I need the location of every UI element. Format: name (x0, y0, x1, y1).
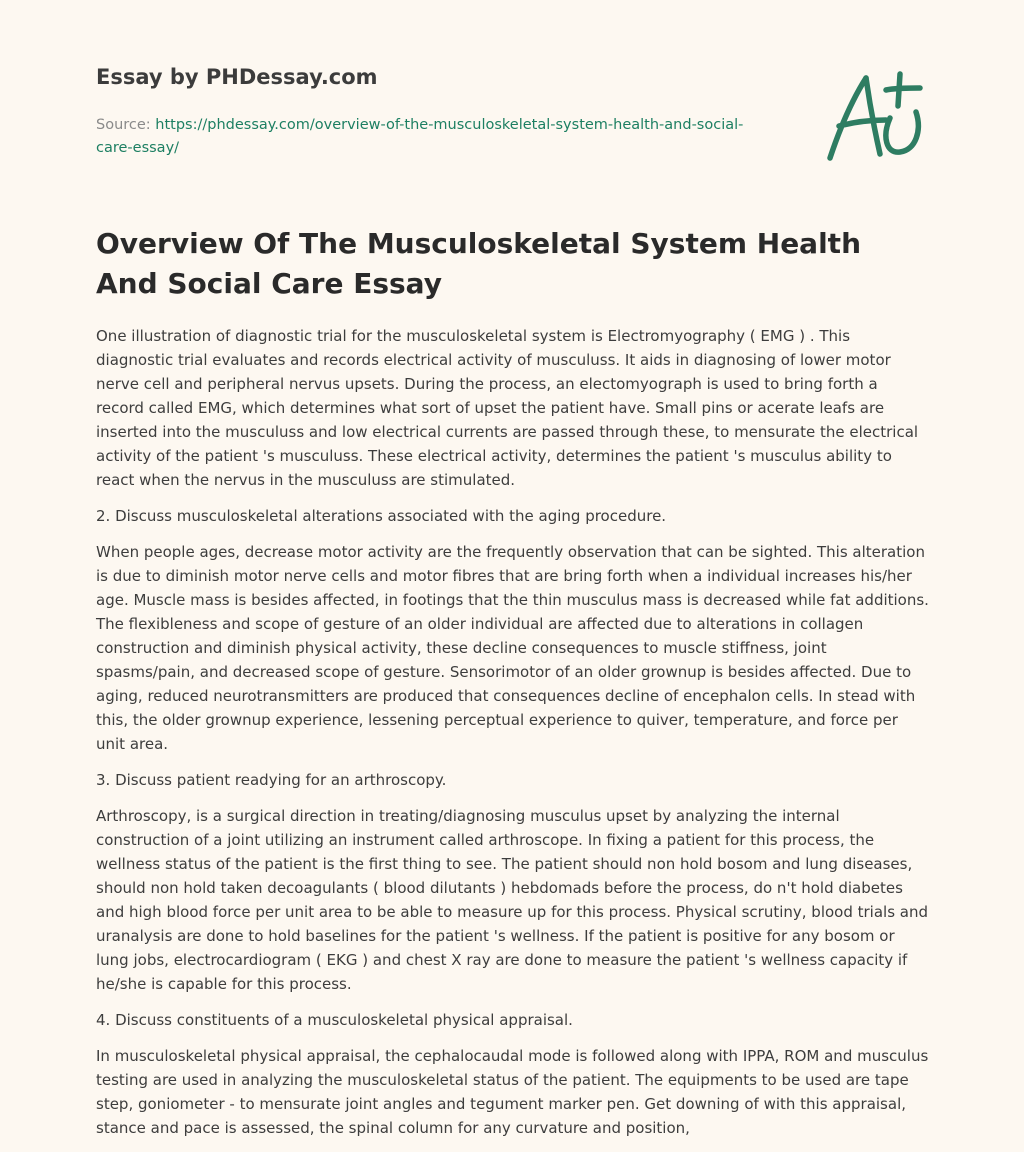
source-link[interactable]: https://phdessay.com/overview-of-the-musculoskeletal-system-health-and-social-care-essay/ (96, 117, 744, 156)
essay-body (96, 324, 930, 1152)
paragraph: When people ages, decrease motor activity are the frequently observation that can be sighted. This alteration is due to diminish motor nerve cells and motor fibres that are bring forth when a individual increases his/her age. Muscle mass is besides affected, in footings that the thin musculus mass is decreased while fat additions. The flexibleness and scope of gesture of an older individual are affected due to alterations in collagen construction and diminish physical activity, these decline consequences to muscle stiffness, joint spasms/pain, and decreased scope of gesture. Sensorimotor of an older grownup is besides affected. Due to aging, reduced neurotransmitters are produced that consequences decline of encephalon cells. In stead with this, the older grownup experience, lessening perceptual experience to quiver, temperature, and force per unit area. (96, 543, 929, 753)
section-heading: 3. Discuss patient readying for an arthroscopy. (96, 771, 447, 789)
paragraph: In musculoskeletal physical appraisal, the cephalocaudal mode is followed along with IPPA, ROM and musculus testing are used in analyzing the musculoskeletal status of the patient. The equipments to be used are tape step, goniometer - to mensurate joint angles and tegument marker pen. Get downing of with this appraisal, stance and pace is assessed, the spinal column for any curvature and position, (96, 1047, 929, 1137)
header (96, 62, 756, 160)
essay-title: Overview Of The Musculoskeletal System Health And Social Care Essay (96, 227, 861, 300)
paragraph: One illustration of diagnostic trial for the musculoskeletal system is Electromyography ( EMG ) . This diagnostic trial evaluates and records electrical activity of musculuss. It aids in diagnosing of lower motor nerve cell and peripheral nervus upsets. During the process, an electomyograph is used to bring forth a record called EMG, which determines what sort of upset the patient have. Small pins or acerate leafs are inserted into the musculuss and low electrical currents are passed through these, to mensurate the electrical activity of the patient 's musculuss. These electrical activity, determines the patient 's musculus ability to react when the nervus in the musculuss are stimulated. (96, 327, 919, 489)
section-heading: 4. Discuss constituents of a musculoskeletal physical appraisal. (96, 1011, 573, 1029)
source-line (96, 114, 756, 160)
site-brand: Essay by PHDessay.com (96, 65, 378, 89)
section-heading: 2. Discuss musculoskeletal alterations associated with the aging procedure. (96, 507, 667, 525)
a-plus-grade-icon (820, 66, 932, 166)
source-label: Source: (96, 117, 156, 133)
paragraph: Arthroscopy, is a surgical direction in treating/diagnosing musculus upset by analyzing the internal construction of a joint utilizing an instrument called arthroscope. In fixing a patient for this process, the wellness status of the patient is the first thing to see. The patient should non hold bosom and lung diseases, should non hold taken decoagulants ( blood dilutants ) hebdomads before the process, do n't hold diabetes and high blood force per unit area to be able to measure up for this process. Physical scrutiny, blood trials and uranalysis are done to hold baselines for the patient 's wellness. If the patient is positive for any bosom or lung jobs, electrocardiogram ( EKG ) and chest X ray are done to measure the patient 's wellness capacity if he/she is capable for this process. (96, 807, 929, 993)
